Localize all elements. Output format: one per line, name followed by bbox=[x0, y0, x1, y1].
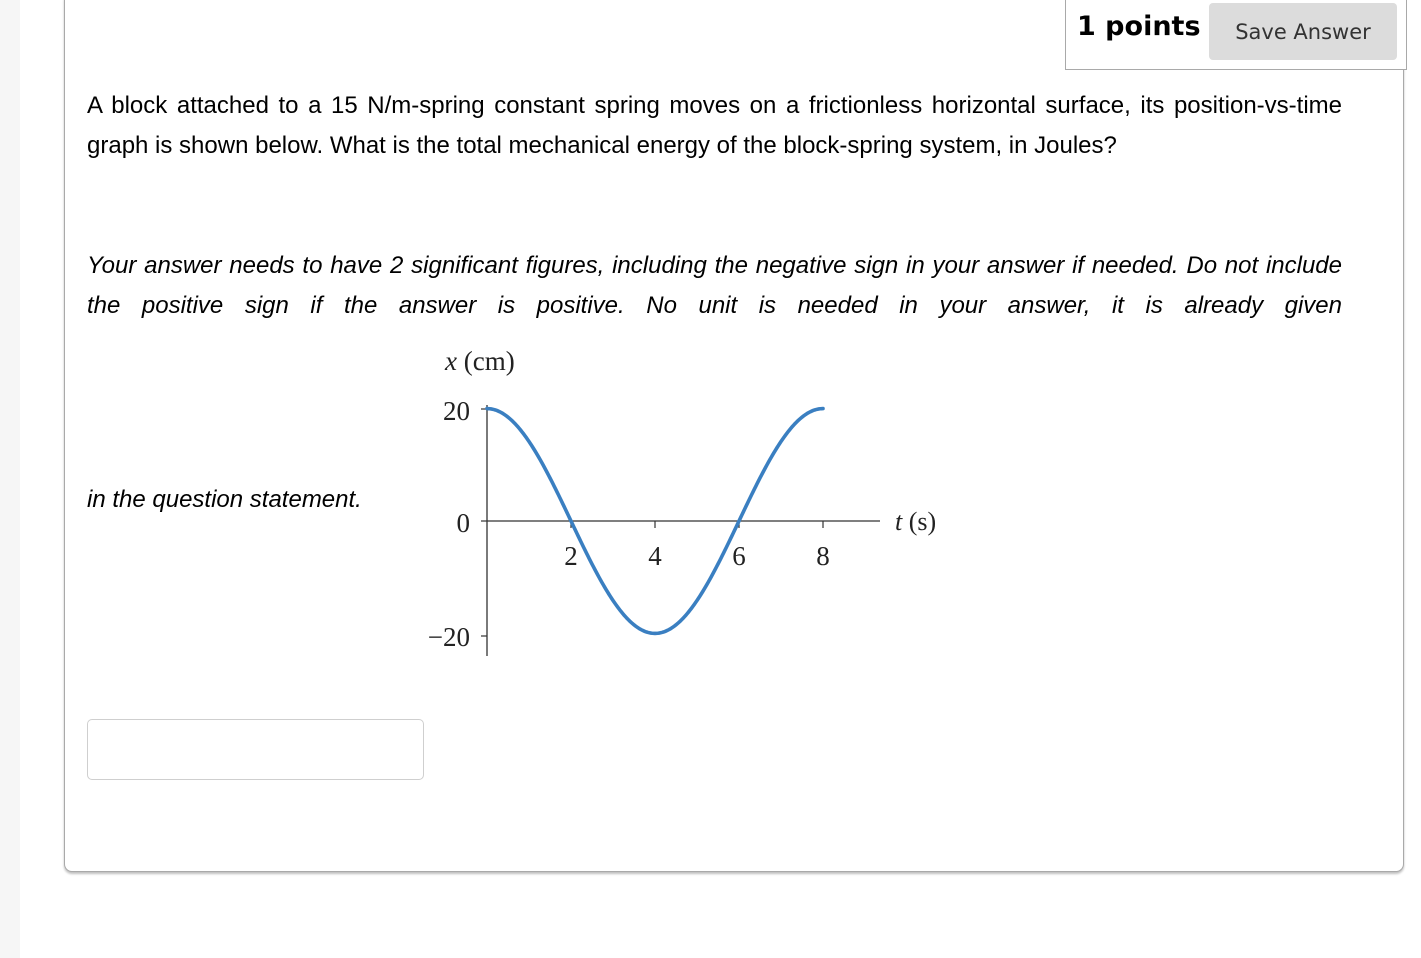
save-answer-button[interactable]: Save Answer bbox=[1209, 3, 1397, 60]
x-axis-label: t (s) bbox=[895, 507, 937, 536]
answer-input[interactable] bbox=[87, 719, 424, 780]
question-text: A block attached to a 15 N/m-spring constant spring moves on a frictionless horizontal surface, its position-vs-time graph is shown below. What is the total mechanical energy of the block-spring system, in Joules? bbox=[87, 92, 1342, 159]
position-time-graph bbox=[400, 340, 960, 660]
x-tick-label-4: 4 bbox=[648, 541, 662, 571]
left-strip bbox=[0, 0, 20, 958]
question-header bbox=[1065, 0, 1407, 70]
points-label: 1 points bbox=[1077, 11, 1201, 42]
x-tick-label-2: 2 bbox=[564, 541, 578, 571]
x-tick-label-6: 6 bbox=[732, 541, 746, 571]
y-tick-label-20: 20 bbox=[443, 396, 470, 426]
y-axis-label: x (cm) bbox=[445, 346, 515, 376]
x-tick-label-8: 8 bbox=[816, 541, 830, 571]
y-tick-label-neg20: −20 bbox=[427, 622, 470, 652]
instruction-text-end: in the question statement. bbox=[87, 486, 362, 513]
y-tick-label-0: 0 bbox=[456, 508, 470, 538]
x-ticks bbox=[564, 521, 830, 571]
instruction-text: Your answer needs to have 2 significant figures, including the negative sign in your answer if needed. Do not include the positive sign if the answer is positive. No unit is needed in your answer, it is already given bbox=[87, 252, 1342, 319]
